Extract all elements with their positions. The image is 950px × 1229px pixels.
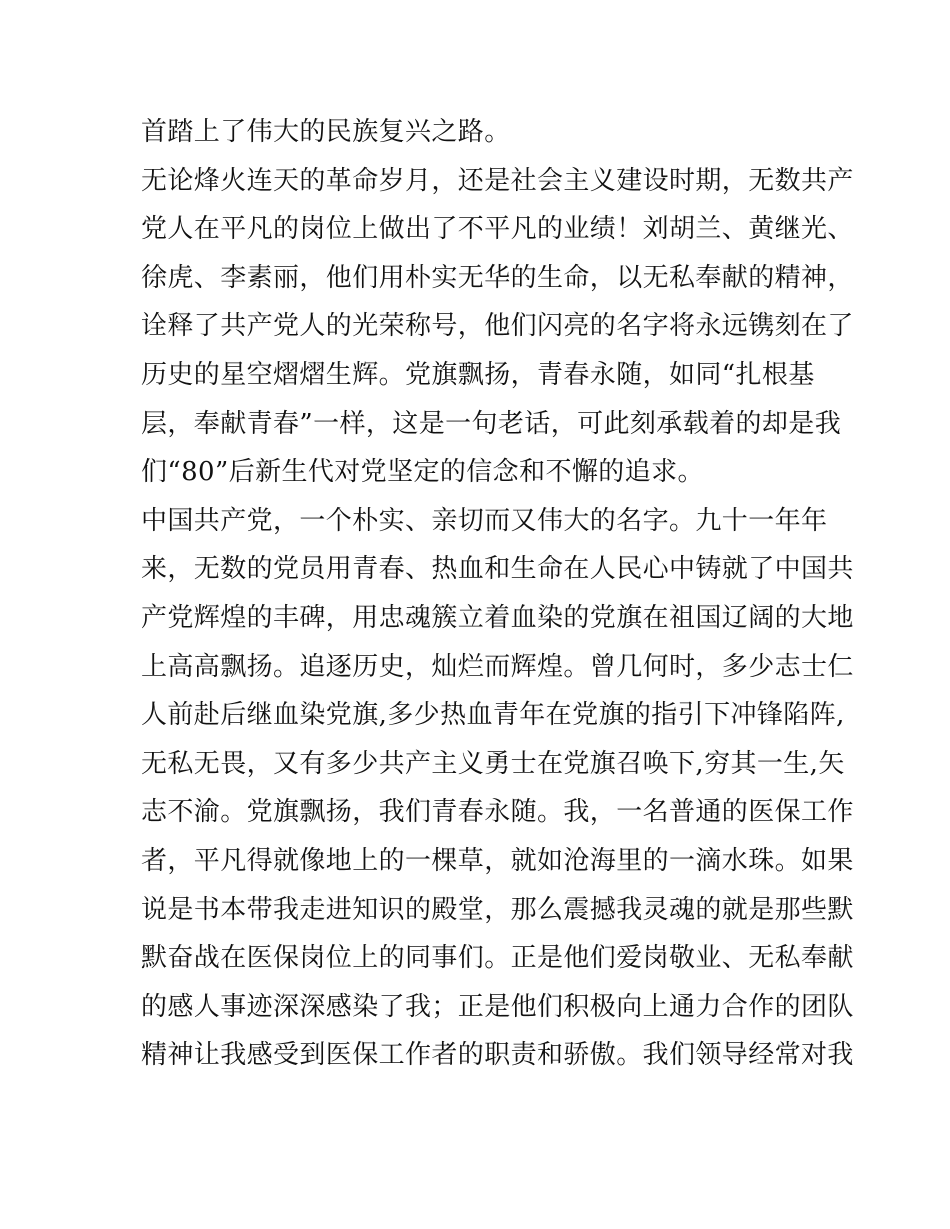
- text-line: 者，平凡得就像地上的一棵草，就如沧海里的一滴水珠。如果: [141, 845, 854, 876]
- text-line: 无论烽火连天的革命岁月，还是社会主义建设时期，无数共产: [141, 165, 854, 196]
- text-line: 历史的星空熠熠生辉。党旗飘扬，青春永随，如同“扎根基: [141, 359, 815, 390]
- text-line: 上高高飘扬。追逐历史，灿烂而辉煌。曾几何时，多少志士仁: [141, 651, 854, 682]
- text-line: 说是书本带我走进知识的殿堂，那么震撼我灵魂的就是那些默: [141, 894, 854, 925]
- text-line: 产党辉煌的丰碑，用忠魂簇立着血染的党旗在祖国辽阔的大地: [141, 602, 854, 633]
- text-line: 人前赴后继血染党旗,多少热血青年在党旗的指引下冲锋陷阵,: [141, 700, 845, 731]
- text-line: 志不渝。党旗飘扬，我们青春永随。我，一名普通的医保工作: [141, 797, 854, 828]
- text-line: 层，奉献青春”一样，这是一句老话，可此刻承载着的却是我: [141, 408, 842, 439]
- text-line: 的感人事迹深深感染了我；正是他们积极向上通力合作的团队: [141, 991, 854, 1022]
- text-line: 精神让我感受到医保工作者的职责和骄傲。我们领导经常对我: [141, 1040, 854, 1071]
- text-line: 中国共产党，一个朴实、亲切而又伟大的名字。九十一年年: [141, 505, 828, 536]
- text-line: 诠释了共产党人的光荣称号，他们闪亮的名字将永远镌刻在了: [141, 311, 854, 342]
- text-line: 徐虎、李素丽，他们用朴实无华的生命，以无私奉献的精神，: [141, 262, 854, 293]
- text-line: 首踏上了伟大的民族复兴之路。: [141, 117, 511, 147]
- text-line: 们“80”后新生代对党坚定的信念和不懈的追求。: [141, 457, 704, 488]
- text-line: 无私无畏，又有多少共产主义勇士在党旗召唤下,穷其一生,矢: [141, 748, 845, 779]
- text-line: 来，无数的党员用青春、热血和生命在人民心中铸就了中国共: [141, 554, 854, 585]
- text-line: 默奋战在医保岗位上的同事们。正是他们爱岗敬业、无私奉献: [141, 943, 854, 974]
- body-text: [141, 108, 854, 1080]
- text-line: 党人在平凡的岗位上做出了不平凡的业绩！刘胡兰、黄继光、: [141, 214, 854, 245]
